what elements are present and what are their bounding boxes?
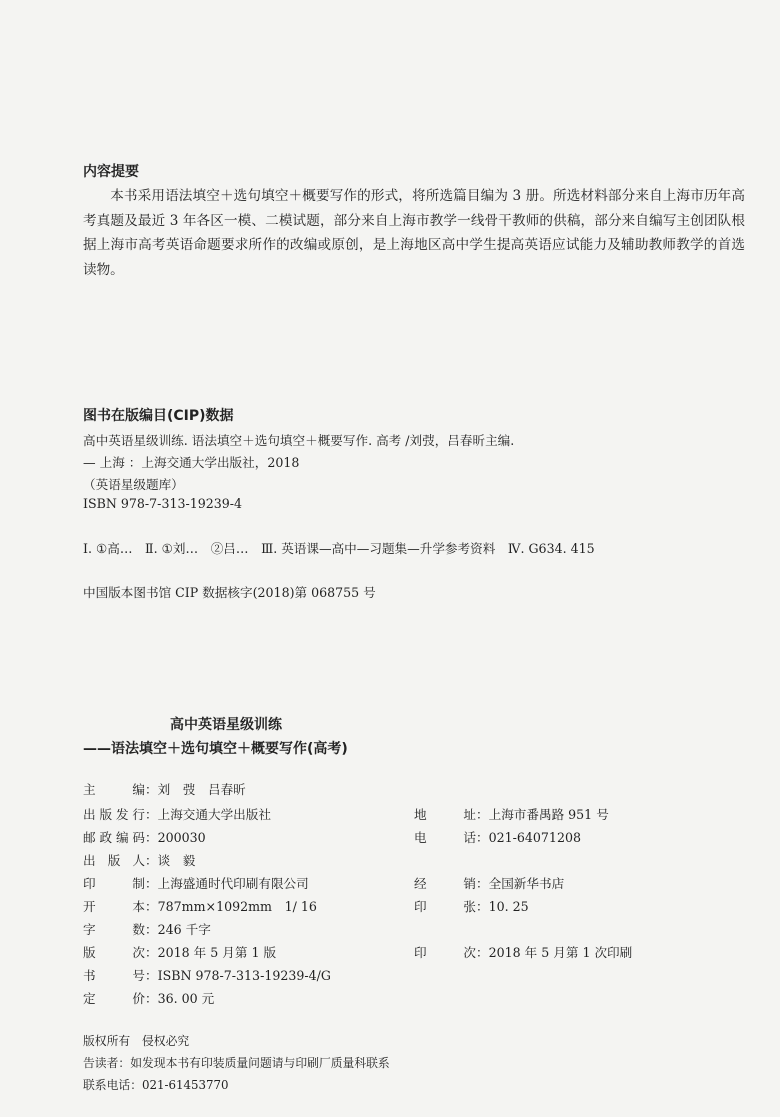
pub-value: ：谈 毅 <box>145 853 196 868</box>
intro-paragraph: 本书采用语法填空＋选句填空＋概要写作的形式，将所选篇目编为 3 册。所选材料部分来自上海市历年高考真题及最近 3 年各区一模、二模试题，部分来自上海市教学一线骨干教师的供稿，部分来自编写主创团队根据上海市高考英语命题要求所作的改编或原创，是上海地区高中学生提高英语应试能力及辅助教师教学的首选读物。 <box>83 188 745 278</box>
pub-row <box>83 779 246 798</box>
pub-label: 印 张 <box>414 899 476 914</box>
cip-line-4: ISBN 978-7-313-19239-4 <box>83 496 243 511</box>
intro-title: 内容提要 <box>83 164 139 180</box>
cip-classification: Ⅰ. ①高… Ⅱ. ①刘… ②吕… Ⅲ. 英语课—高中—习题集—升学参考资料 Ⅳ. G634. 415 <box>83 541 595 556</box>
pub-label: 主 编 <box>83 782 145 797</box>
cip-line-1: 高中英语星级训练. 语法填空＋选句填空＋概要写作. 高考 /刘弢，吕春昕主编. <box>83 433 515 448</box>
pub-value: ：021-64071208 <box>476 830 581 845</box>
pub-value: ：上海市番禺路 951 号 <box>476 807 609 822</box>
pub-label: 印 制 <box>83 876 145 891</box>
pub-row <box>414 827 581 846</box>
pub-row <box>83 804 271 823</box>
cip-line-3: （英语星级题库） <box>83 477 184 492</box>
pub-label: 印 次 <box>414 945 476 960</box>
pub-label: 定 价 <box>83 991 145 1006</box>
pub-row <box>83 896 317 915</box>
pub-row <box>83 850 195 869</box>
pub-value: ：ISBN 978-7-313-19239-4/G <box>145 968 331 983</box>
pub-value: ：787mm×1092mm 1/ 16 <box>145 899 317 914</box>
pub-value: ：36. 00 元 <box>145 991 215 1006</box>
pub-label: 电 话 <box>414 830 476 845</box>
pub-label: 地 址 <box>414 807 476 822</box>
pub-value: ：全国新华书店 <box>476 876 565 891</box>
book-title: 高中英语星级训练 <box>170 717 282 733</box>
pub-row <box>83 919 211 938</box>
pub-label: 版 次 <box>83 945 145 960</box>
rights-notice: 版权所有 侵权必究 <box>83 1034 190 1048</box>
pub-row <box>83 827 206 846</box>
pub-label: 出 版 人 <box>83 853 145 868</box>
cip-line-2: — 上海 ：上海交通大学出版社，2018 <box>83 455 300 470</box>
pub-value: ：10. 25 <box>476 899 529 914</box>
pub-value: ：2018 年 5 月第 1 版 <box>145 945 277 960</box>
pub-label: 邮政编码 <box>83 830 145 845</box>
pub-row <box>83 873 309 892</box>
pub-row <box>414 942 632 961</box>
pub-row <box>83 942 276 961</box>
pub-value: ：上海交通大学出版社 <box>145 807 271 822</box>
pub-label: 经 销 <box>414 876 476 891</box>
pub-value: ：上海盛通时代印刷有限公司 <box>145 876 309 891</box>
cip-number: 中国版本图书馆 CIP 数据核字(2018)第 068755 号 <box>83 585 376 600</box>
pub-value: ：200030 <box>145 830 206 845</box>
pub-label: 开 本 <box>83 899 145 914</box>
intro-body <box>83 184 745 282</box>
pub-row <box>83 988 214 1007</box>
pub-value: ：刘 弢 吕春昕 <box>145 782 246 797</box>
cip-title: 图书在版编目(CIP)数据 <box>83 408 234 424</box>
pub-row <box>414 896 529 915</box>
pub-row <box>414 873 564 892</box>
pub-label: 字 数 <box>83 922 145 937</box>
reader-notice: 告读者：如发现本书有印装质量问题请与印刷厂质量科联系 <box>83 1056 390 1070</box>
pub-value: ：2018 年 5 月第 1 次印刷 <box>476 945 633 960</box>
pub-label: 出版发行 <box>83 807 145 822</box>
book-subtitle: ——语法填空＋选句填空＋概要写作(高考) <box>83 741 348 757</box>
contact-phone: 联系电话：021-61453770 <box>83 1078 229 1092</box>
pub-value: ：246 千字 <box>145 922 211 937</box>
pub-row <box>83 965 331 984</box>
pub-label: 书 号 <box>83 968 145 983</box>
pub-row <box>414 804 609 823</box>
